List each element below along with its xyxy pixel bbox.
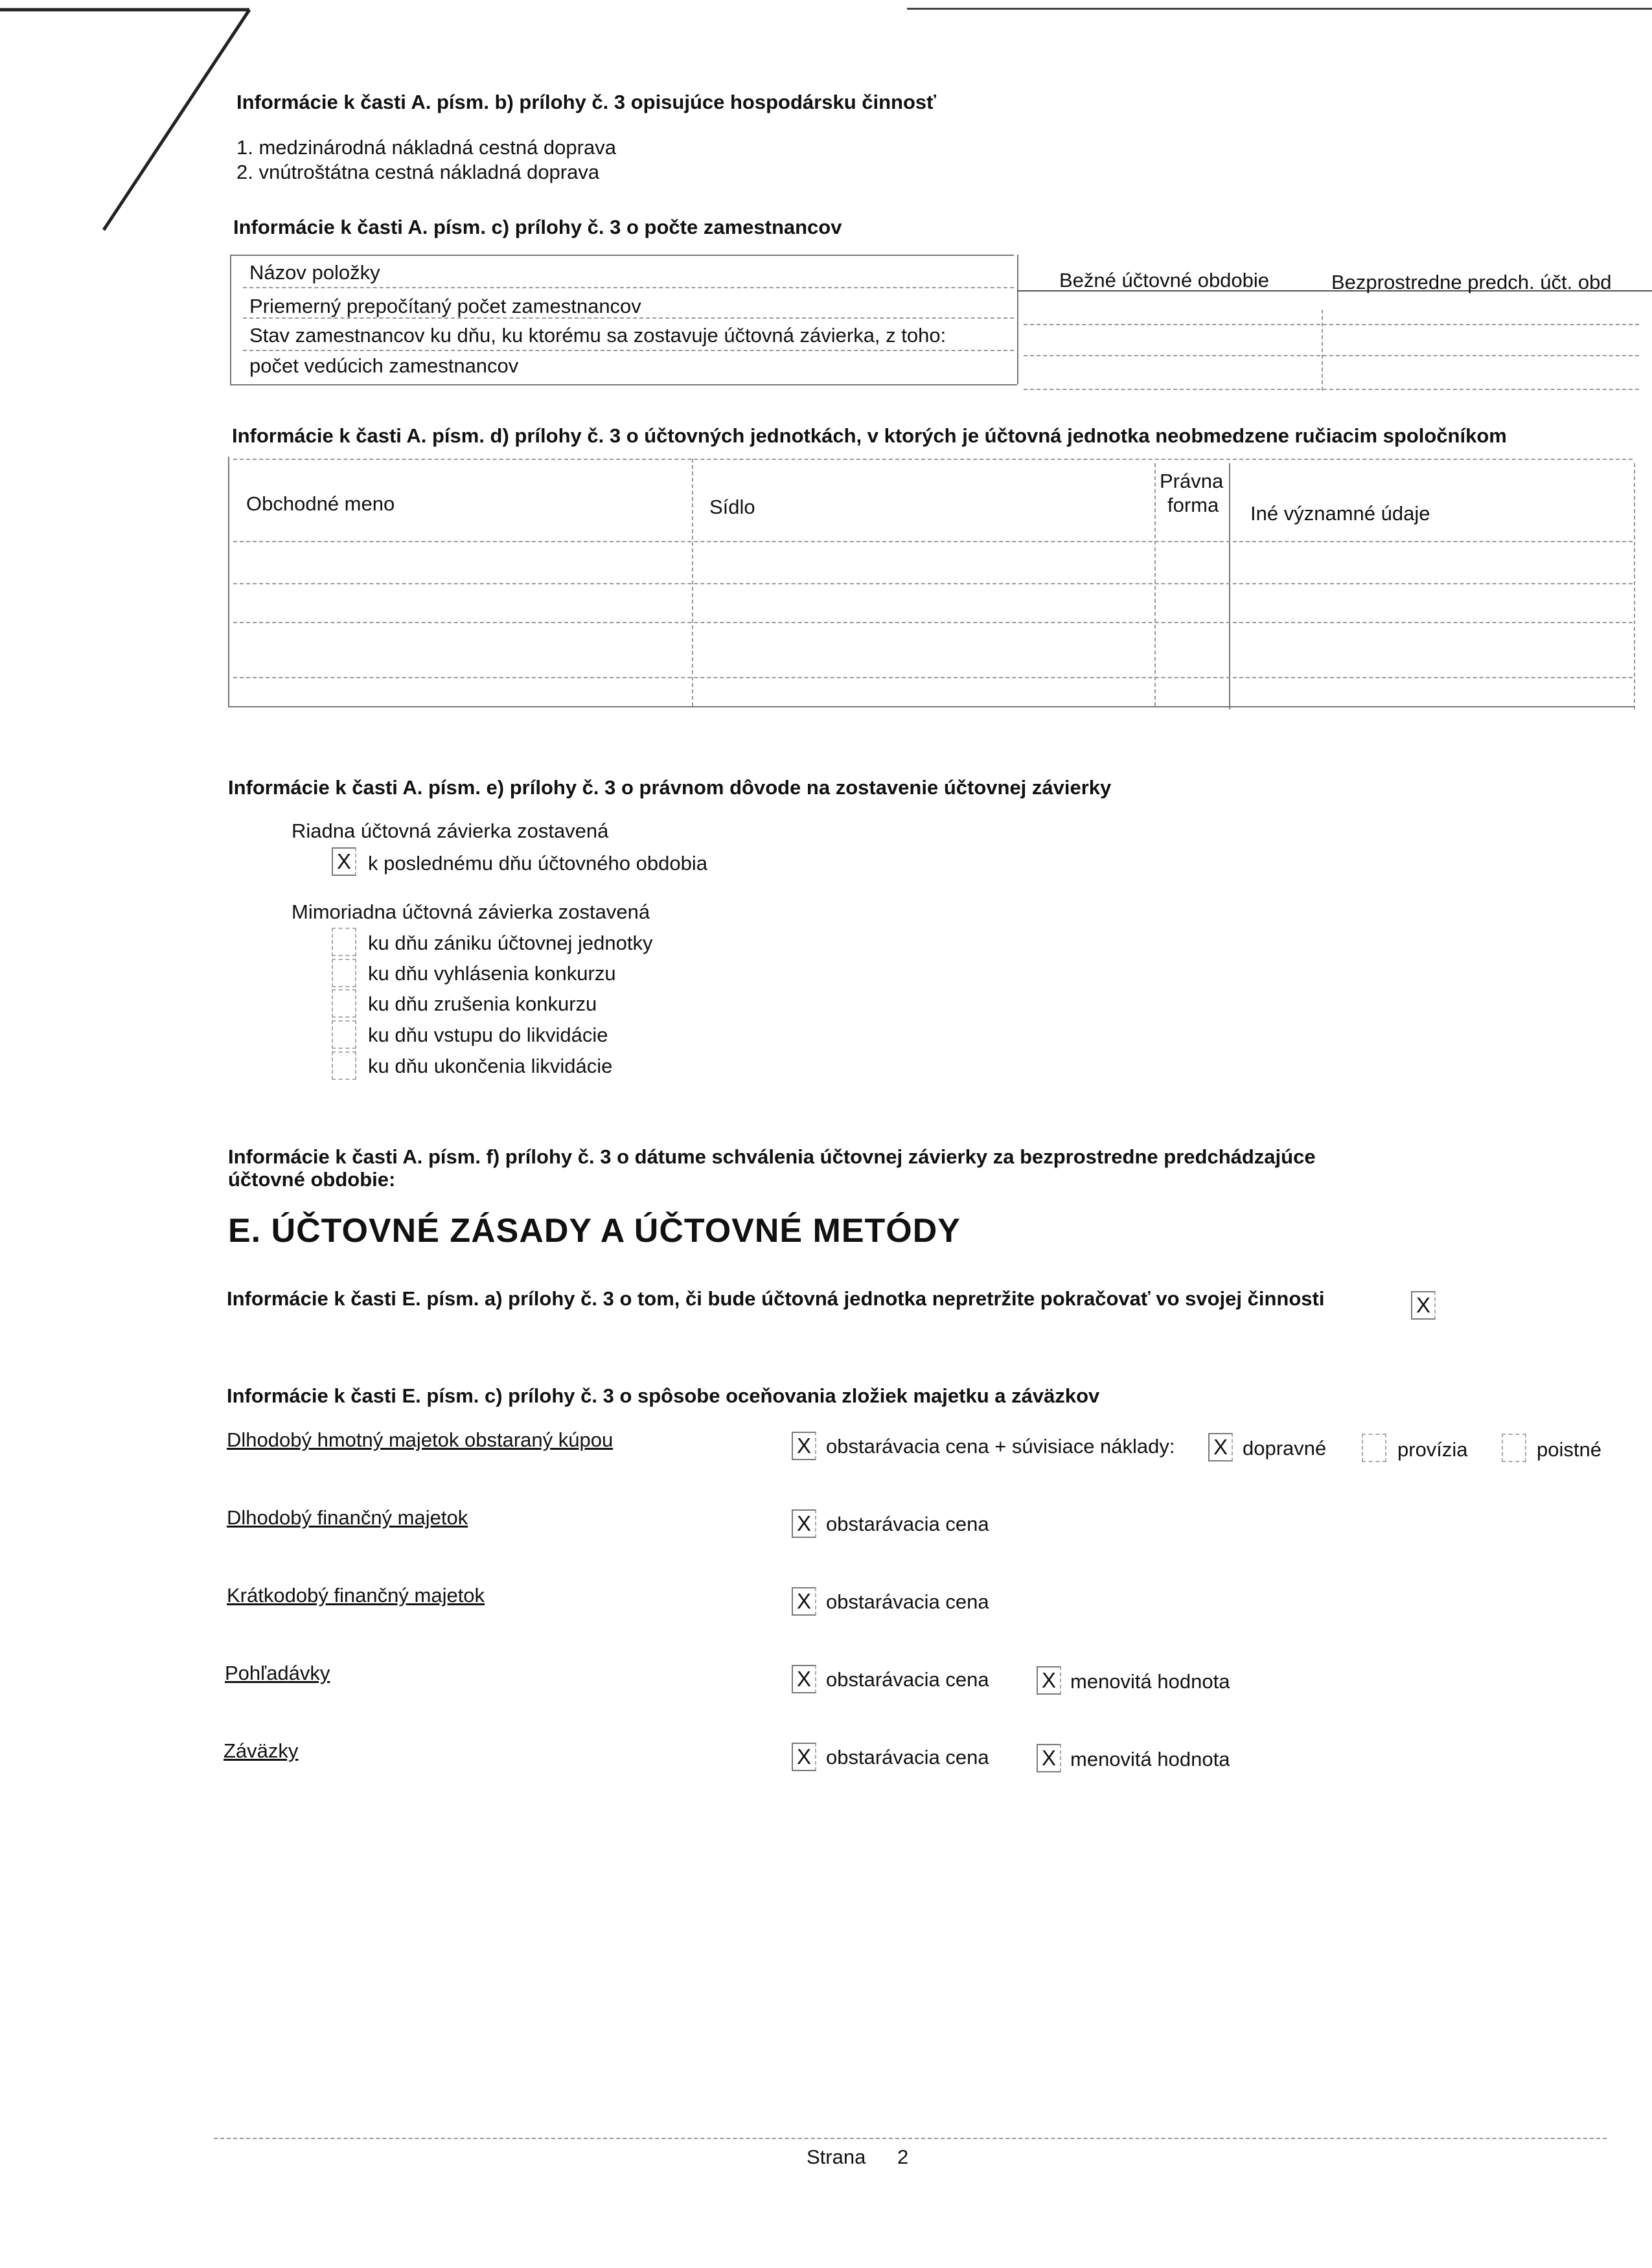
asset-label-tangible: Dlhodobý hmotný majetok obstaraný kúpou <box>227 1428 614 1451</box>
checkbox-insurance[interactable] <box>1502 1434 1526 1462</box>
row-divider <box>1024 324 1639 325</box>
row-divider <box>243 287 1014 288</box>
row-divider <box>1024 389 1639 390</box>
checkbox-liquidation-start[interactable] <box>332 1020 356 1049</box>
table-border <box>228 457 229 706</box>
column-header-seat: Sídlo <box>709 496 755 518</box>
option-short-term-financial-cost: obstarávacia cena <box>826 1590 989 1613</box>
option-commission: provízia <box>1397 1438 1468 1461</box>
row-divider <box>233 622 1633 623</box>
option-bankruptcy-cancelled: ku dňu zrušenia konkurzu <box>368 992 597 1015</box>
option-liabilities-cost: obstarávacia cena <box>826 1746 989 1769</box>
checkbox-last-day-of-period[interactable]: X <box>332 847 356 876</box>
row-label-employee-count: Stav zamestnancov ku dňu, ku ktorému sa zostavuje účtovná závierka, z toho: <box>249 324 946 347</box>
checkbox-commission[interactable] <box>1362 1434 1386 1462</box>
column-divider <box>692 459 693 706</box>
checkbox-transport-costs[interactable]: X <box>1208 1433 1233 1461</box>
column-divider <box>1229 463 1230 709</box>
checkbox-liabilities-nominal[interactable]: X <box>1037 1744 1061 1772</box>
column-divider <box>1634 463 1635 709</box>
column-header-item-name: Názov položky <box>249 261 380 284</box>
section-a-b-heading: Informácie k časti A. písm. b) prílohy č. 3 opisujúce hospodársku činnosť <box>236 91 937 113</box>
section-a-e-heading: Informácie k časti A. písm. e) prílohy č. 3 o právnom dôvode na zostavenie účtovnej závierky <box>228 776 1112 799</box>
column-header-legal-form-1: Právna <box>1160 470 1224 492</box>
checkbox-liabilities-cost[interactable]: X <box>792 1743 816 1771</box>
table-border <box>228 706 1634 707</box>
option-receivables-nominal: menovitá hodnota <box>1070 1670 1230 1693</box>
checkbox-receivables-nominal[interactable]: X <box>1037 1666 1061 1695</box>
page-number: 2 <box>897 2146 909 2168</box>
option-transport-costs: dopravné <box>1243 1437 1327 1460</box>
checkbox-receivables-cost[interactable]: X <box>792 1665 816 1693</box>
table-border <box>233 459 1633 460</box>
row-label-managers: počet vedúcich zamestnancov <box>249 354 519 377</box>
column-header-business-name: Obchodné meno <box>246 492 395 515</box>
option-liquidation-start: ku dňu vstupu do likvidácie <box>368 1024 608 1046</box>
checkbox-tangible-acquisition-cost[interactable]: X <box>792 1432 816 1460</box>
option-insurance: poistné <box>1537 1438 1601 1461</box>
row-divider <box>243 350 1014 351</box>
section-e-c-heading: Informácie k časti E. písm. c) prílohy č. 3 o spôsobe oceňovania zložiek majetku a záväzkov <box>227 1384 1100 1407</box>
section-e-a-heading: Informácie k časti E. písm. a) prílohy č. 3 o tom, či bude účtovná jednotka nepretržite pokračovať vo svojej činnosti <box>227 1287 1325 1310</box>
column-divider <box>1322 310 1323 391</box>
table-border <box>230 255 1014 256</box>
section-a-c-heading: Informácie k časti A. písm. c) prílohy č. 3 o počte zamestnancov <box>233 216 842 238</box>
activity-item-2: 2. vnútroštátna cestná nákladná doprava <box>236 161 600 183</box>
checkbox-bankruptcy-declared[interactable] <box>332 959 356 987</box>
column-header-other-data: Iné významné údaje <box>1250 502 1430 525</box>
row-label-average-employees: Priemerný prepočítaný počet zamestnancov <box>249 295 641 317</box>
checkbox-short-term-financial-cost[interactable]: X <box>792 1587 816 1616</box>
corner-stroke-mark <box>0 0 272 246</box>
section-a-f-heading-line2: účtovné obdobie: <box>228 1168 396 1191</box>
activity-item-1: 1. medzinárodná nákladná cestná doprava <box>236 136 616 159</box>
row-divider <box>233 541 1633 542</box>
asset-label-short-term-financial: Krátkodobý finančný majetok <box>227 1584 485 1607</box>
footer-rule <box>214 2138 1607 2139</box>
asset-label-liabilities: Záväzky <box>224 1739 299 1762</box>
table-border <box>1017 255 1018 384</box>
table-border <box>230 255 231 384</box>
option-receivables-cost: obstarávacia cena <box>826 1668 989 1691</box>
top-rule <box>907 8 1652 10</box>
option-last-day-of-period: k poslednému dňu účtovného obdobia <box>368 852 707 875</box>
section-a-d-heading: Informácie k časti A. písm. d) prílohy č. 3 o účtovných jednotkách, v ktorých je účtovná jednotka neobmedzene ručiacim spoločníkom <box>232 424 1507 447</box>
extraordinary-statement-label: Mimoriadna účtovná závierka zostavená <box>292 900 650 923</box>
row-divider <box>233 583 1633 584</box>
checkbox-entity-dissolution[interactable] <box>332 928 356 956</box>
checkbox-going-concern[interactable]: X <box>1411 1291 1436 1320</box>
asset-label-receivables: Pohľadávky <box>225 1662 330 1684</box>
option-long-term-financial-cost: obstarávacia cena <box>826 1513 989 1535</box>
checkbox-bankruptcy-cancelled[interactable] <box>332 989 356 1018</box>
checkbox-liquidation-end[interactable] <box>332 1051 356 1080</box>
column-header-previous-period: Bezprostredne predch. účt. obd <box>1331 271 1612 293</box>
asset-label-long-term-financial: Dlhodobý finančný majetok <box>227 1506 468 1529</box>
option-liabilities-nominal: menovitá hodnota <box>1070 1748 1230 1770</box>
option-liquidation-end: ku dňu ukončenia likvidácie <box>368 1055 613 1077</box>
section-a-f-heading-line1: Informácie k časti A. písm. f) prílohy č. 3 o dátume schválenia účtovnej závierky za bezprostredne predchádzajúce <box>228 1145 1316 1168</box>
section-e-title: E. ÚČTOVNÉ ZÁSADY A ÚČTOVNÉ METÓDY <box>228 1212 961 1250</box>
option-entity-dissolution: ku dňu zániku účtovnej jednotky <box>368 932 653 954</box>
row-divider <box>233 677 1633 678</box>
column-header-current-period: Bežné účtovné obdobie <box>1059 269 1270 292</box>
option-bankruptcy-declared: ku dňu vyhlásenia konkurzu <box>368 962 616 985</box>
option-tangible-acquisition-cost: obstarávacia cena + súvisiace náklady: <box>826 1435 1175 1458</box>
checkbox-long-term-financial-cost[interactable]: X <box>792 1509 816 1538</box>
regular-statement-label: Riadna účtovná závierka zostavená <box>292 819 609 842</box>
page-label: Strana <box>807 2146 866 2168</box>
column-divider <box>1154 463 1156 706</box>
column-header-legal-form-2: forma <box>1167 494 1219 516</box>
table-border <box>230 384 1017 385</box>
row-divider <box>1024 355 1639 356</box>
